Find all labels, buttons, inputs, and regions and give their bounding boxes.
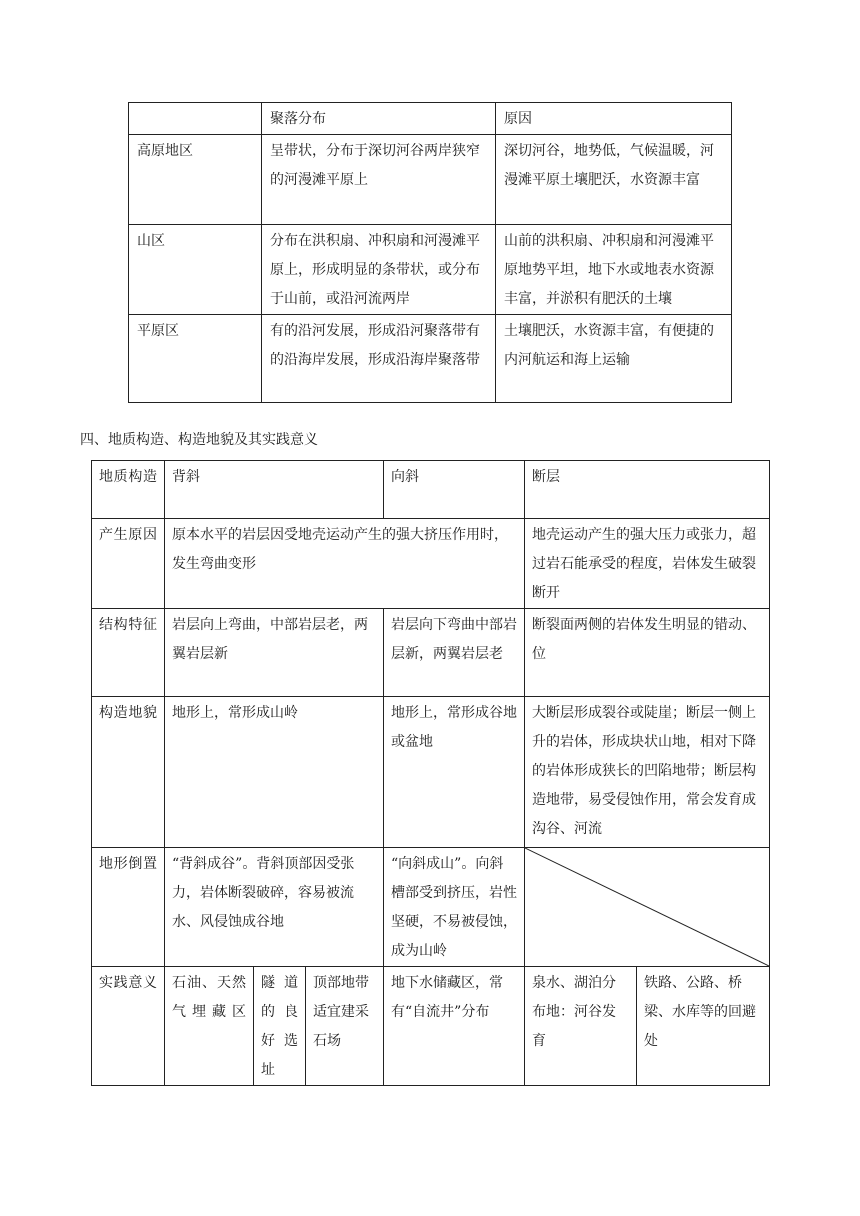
table-row	[92, 519, 770, 609]
structure-anticline-cell: 岩层向上弯曲，中部岩层老，两翼岩层新	[165, 609, 384, 697]
origin-fault-cell: 地壳运动产生的强大压力或张力，超过岩石能承受的程度，岩体发生破裂断开	[525, 519, 770, 609]
row-label: 产生原因	[92, 519, 165, 609]
distribution-cell: 呈带状，分布于深切河谷两岸狭窄的河漫滩平原上	[262, 135, 496, 225]
section-heading: 四、地质构造、构造地貌及其实践意义	[80, 432, 318, 448]
header-cell-distribution: 聚落分布	[262, 103, 496, 135]
landform-syncline-cell: 地形上，常形成谷地或盆地	[384, 697, 525, 848]
empty-diagonal-cell	[525, 848, 770, 967]
region-cell: 高原地区	[129, 135, 262, 225]
inversion-syncline-cell: “向斜成山”。向斜槽部受到挤压，岩性坚硬，不易被侵蚀，成为山岭	[384, 848, 525, 967]
table-row	[129, 135, 732, 225]
header-cell-empty	[129, 103, 262, 135]
reason-cell: 深切河谷，地势低，气候温暖，河漫滩平原土壤肥沃，水资源丰富	[496, 135, 732, 225]
table-row	[129, 103, 732, 135]
row-label: 地形倒置	[92, 848, 165, 967]
header-anticline: 背斜	[165, 461, 384, 519]
header-syncline: 向斜	[384, 461, 525, 519]
origin-folds-cell: 原本水平的岩层因受地壳运动产生的强大挤压作用时，发生弯曲变形	[165, 519, 525, 609]
table-row	[92, 461, 770, 519]
table-row	[129, 315, 732, 403]
distribution-cell: 有的沿河发展，形成沿河聚落带有的沿海岸发展，形成沿海岸聚落带	[262, 315, 496, 403]
distribution-cell: 分布在洪积扇、冲积扇和河漫滩平原上，形成明显的条带状，或分布于山前，或沿河流两岸	[262, 225, 496, 315]
header-cell-reason: 原因	[496, 103, 732, 135]
table-row	[92, 967, 770, 1086]
header-fault: 断层	[525, 461, 770, 519]
practice-anticline-3-cell: 顶部地带适宜建采石场	[306, 967, 384, 1086]
row-label: 结构特征	[92, 609, 165, 697]
practice-fault-2-cell: 铁路、公路、桥梁、水库等的回避处	[637, 967, 770, 1086]
reason-cell: 土壤肥沃，水资源丰富，有便捷的内河航运和海上运输	[496, 315, 732, 403]
geologic-structure-table	[91, 460, 770, 1086]
table-row	[129, 225, 732, 315]
inversion-anticline-cell: “背斜成谷”。背斜顶部因受张力，岩体断裂破碎，容易被流水、风侵蚀成谷地	[165, 848, 384, 967]
practice-anticline-1-cell: 石油、天然气埋藏区	[165, 967, 254, 1086]
practice-fault-1-cell: 泉水、湖泊分布地：河谷发育	[525, 967, 637, 1086]
table-row	[92, 697, 770, 848]
region-cell: 山区	[129, 225, 262, 315]
practice-syncline-cell: 地下水储藏区，常有“自流井”分布	[384, 967, 525, 1086]
diagonal-line	[525, 848, 769, 966]
table-row	[92, 848, 770, 967]
landform-fault-cell: 大断层形成裂谷或陡崖；断层一侧上升的岩体，形成块状山地，相对下降的岩体形成狭长的凹陷地带；断层构造地带，易受侵蚀作用，常会发育成沟谷、河流	[525, 697, 770, 848]
row-label: 实践意义	[92, 967, 165, 1086]
structure-syncline-cell: 岩层向下弯曲中部岩层新，两翼岩层老	[384, 609, 525, 697]
region-cell: 平原区	[129, 315, 262, 403]
row-label: 地质构造	[92, 461, 165, 519]
table-row	[92, 609, 770, 697]
structure-fault-cell: 断裂面两侧的岩体发生明显的错动、位	[525, 609, 770, 697]
row-label: 构造地貌	[92, 697, 165, 848]
landform-anticline-cell: 地形上，常形成山岭	[165, 697, 384, 848]
reason-cell: 山前的洪积扇、冲积扇和河漫滩平原地势平坦，地下水或地表水资源丰富，并淤积有肥沃的土壤	[496, 225, 732, 315]
practice-anticline-2-cell: 隧道的良好选址	[254, 967, 306, 1086]
settlement-table	[128, 102, 732, 403]
